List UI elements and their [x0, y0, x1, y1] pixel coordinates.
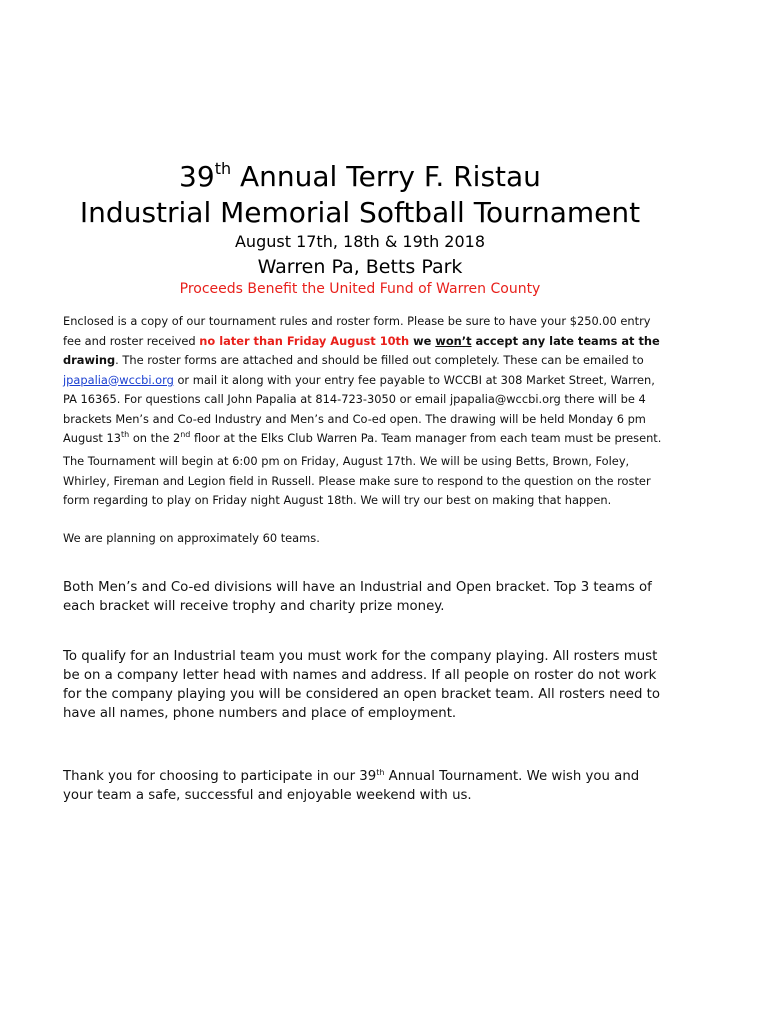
rules-paragraph — [63, 312, 663, 449]
ordinal-suffix: th — [376, 768, 385, 777]
ordinal-suffix: nd — [180, 430, 191, 439]
late-teams-text: accept any late teams at the drawing — [63, 333, 660, 367]
divisions-paragraph: Both Men’s and Co-ed divisions will have an Industrial and Open bracket. Top 3 teams of each bracket will receive trophy and charity prize money. — [63, 580, 652, 614]
title-number: 39 — [179, 160, 215, 193]
schedule-paragraph: The Tournament will begin at 6:00 pm on Friday, August 17th. We will be using Betts, Brown, Foley, Whirley, Fireman and Legion field in Russell. Please make sure to respond to the question on the roster form regarding to play on Friday night August 18th. We will try our best on making that happen. — [63, 454, 651, 507]
proceeds-note: Proceeds Benefit the United Fund of Warren County — [179, 281, 541, 297]
ordinal-suffix: th — [120, 430, 130, 439]
rules-text-5: on the 2 — [129, 431, 181, 445]
rules-text-2: we — [409, 333, 436, 348]
thank-you-text-1: Thank you for choosing to participate in our 39 — [63, 769, 377, 784]
title-line-1-rest: Annual Terry F. Ristau — [231, 160, 541, 193]
wont-text: won’t — [435, 333, 472, 348]
team-count-paragraph: We are planning on approximately 60 teams. — [63, 531, 320, 545]
thank-you-text-2: Annual Tournament. We wish you and your team a safe, successful and enjoyable weekend with us. — [63, 769, 640, 803]
title-line-2: Industrial Memorial Softball Tournament — [79, 196, 641, 229]
deadline-text: no later than Friday August 10th — [199, 333, 410, 348]
event-location: Warren Pa, Betts Park — [257, 256, 463, 278]
rules-text-1: Enclosed is a copy of our tournament rules and roster form. Please be sure to have your $250.00 entry fee and roster received — [63, 314, 651, 348]
title-ordinal-suffix: th — [214, 159, 232, 178]
email-link[interactable]: jpapalia@wccbi.org — [63, 372, 174, 387]
rules-text-4: or mail it along with your entry fee payable to WCCBI at 308 Market Street, Warren, PA 16365. For questions call John Papalia at 814-723-3050 or email jpapalia@wccbi.org there will be 4 brackets Men’s and Co-ed Industry and Men’s and Co-ed open. The drawing will be held Monday 6 pm August 13 — [63, 372, 655, 445]
qualification-paragraph: To qualify for an Industrial team you must work for the company playing. All rosters must be on a company letter head with names and address. If all people on roster do not work for the company playing you will be considered an open bracket team. All rosters need to have all names, phone numbers and place of employment. — [63, 649, 660, 721]
rules-text-6: floor at the Elks Club Warren Pa. Team manager from each team must be present. — [190, 431, 662, 445]
thank-you-paragraph — [63, 767, 663, 805]
event-dates: August 17th, 18th & 19th 2018 — [234, 232, 486, 251]
title-line-1 — [0, 160, 720, 194]
rules-text-3: . The roster forms are attached and should be filled out completely. These can be emailed to — [115, 353, 644, 367]
